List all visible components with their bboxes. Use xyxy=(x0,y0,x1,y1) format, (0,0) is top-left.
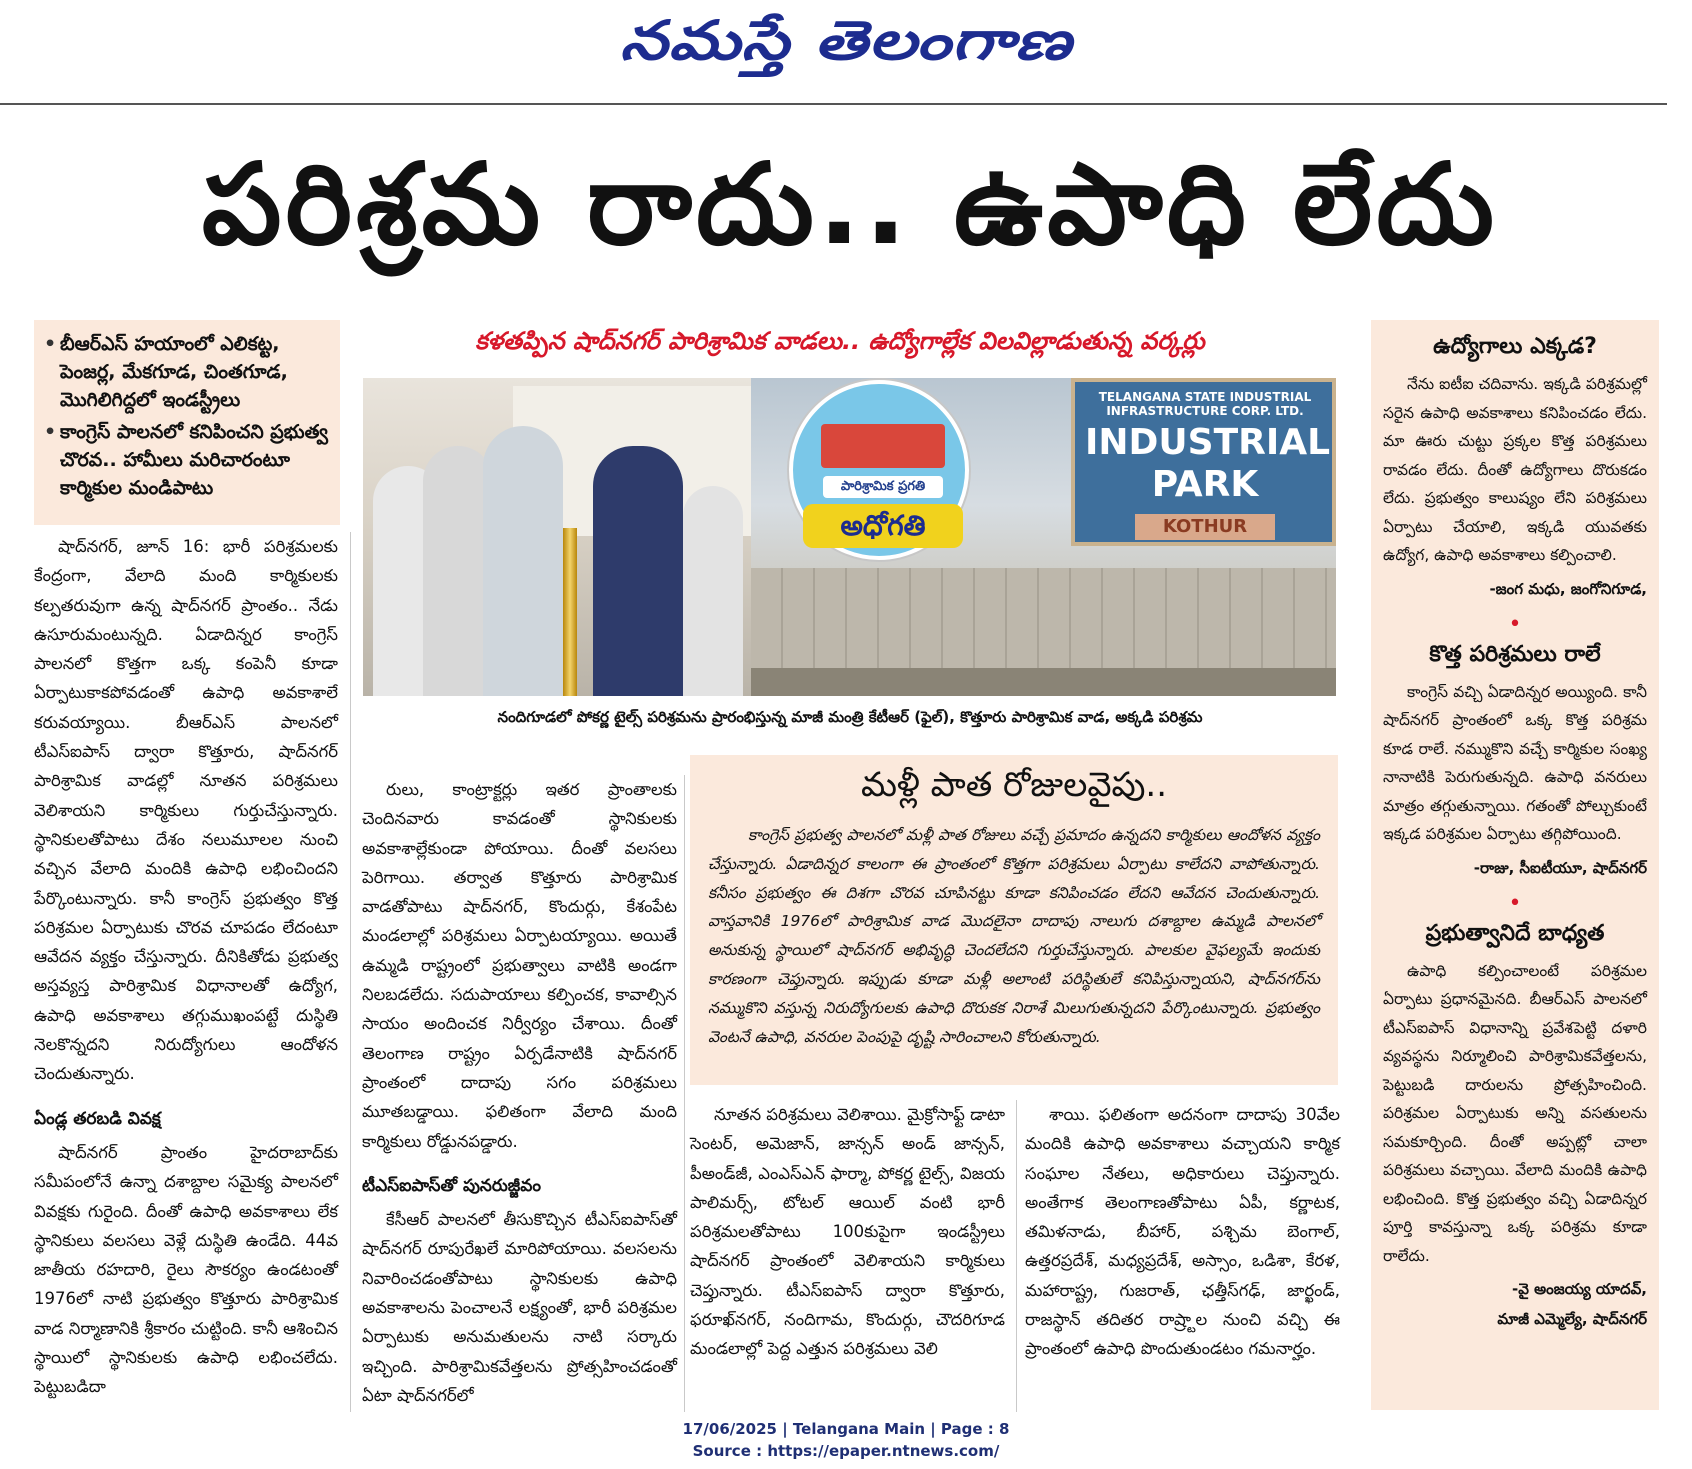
opinion-title: కొత్త పరిశ్రమలు రాలే xyxy=(1429,641,1601,667)
section-heading: ఏండ్ల తరబడి వివక్ష xyxy=(34,1108,161,1129)
highlights-box xyxy=(34,320,340,525)
section-heading: టీఎస్ఐపాస్‌తో పునరుజ్జీవం xyxy=(362,1175,541,1196)
sidebar-box-old-days xyxy=(690,755,1338,1085)
article-column-4 xyxy=(1025,1100,1340,1364)
article-column-3 xyxy=(690,1100,1005,1364)
article-paragraph: నూతన పరిశ్రమలు వెలిశాయి. మైక్రోసాఫ్ట్ డాటా సెంటర్, అమెజాన్, జాన్సన్ అండ్ జాన్సన్, పీఅండ్‌జీ, ఎంఎస్ఎన్ ఫార్మా, పోకర్ణ టైల్స్, విజయ పాలిమర్స్, టోటల్ ఆయిల్ వంటి భారీ పరిశ్రమలతోపాటు 100కుపైగా ఇండస్ట్రీలు షాద్‌నగర్ ప్రాంతంలో వెలిశాయని కార్మికులు చెప్తున్నారు. టీఎస్ఐపాస్ ద్వారా కొత్తూరు, ఫరూఖ్‌నగర్, నందిగామ, కొందుర్గు, చౌదరిగూడ మండలాల్లో పెద్ద ఎత్తున పరిశ్రమలు వెలి xyxy=(690,1105,1005,1359)
highlight-item: • కాంగ్రెస్ పాలనలో కనిపించని ప్రభుత్వ చొరవ.. హామీలు మరిచారంటూ కార్మికుల మండిపాటు xyxy=(44,418,334,502)
footer-source: Source : https://epaper.ntnews.com/ xyxy=(692,1442,1000,1460)
opinion-text: ఉపాధి కల్పించాలంటే పరిశ్రమల ఏర్పాటు ప్రధానమైనది. బీఆర్ఎస్ పాలనలో టీఎస్ఐపాస్ విధానాన్ని ప్రవేశపెట్టి దళారి వ్యవస్థను నిర్మూలించి పారిశ్రామికవేత్తలను, పెట్టుబడి దారులను ప్రోత్సహించింది. పరిశ్రమల ఏర్పాటుకు అన్ని వసతులను సమకూర్చింది. దీంతో అప్పట్లో చాలా పరిశ్రమలు వచ్చాయి. వేలాది మందికి ఉపాధి లభించింది. కొత్త ప్రభుత్వం వచ్చి ఏడాదిన్నర పూర్తి కావస్తున్నా ఒక్క పరిశ్రమ కూడా రాలేదు. xyxy=(1383,961,1647,1265)
opinion-sidebar xyxy=(1371,320,1659,1410)
opinion-text: కాంగ్రెస్ వచ్చి ఏడాదిన్నర అయ్యింది. కానీ షాద్‌నగర్ ప్రాంతంలో ఒక్క కొత్త పరిశ్రమ కూడ రాలే. నమ్ముకొని వచ్చే కార్మికుల సంఖ్య నానాటికి పెరుగుతున్నది. ఉపాధి వనరులు మాత్రం తగ్గుతున్నాయి. గతంతో పోల్చుకుంటే ఇక్కడ పరిశ్రమల ఏర్పాటు తగ్గిపోయింది. xyxy=(1383,682,1647,843)
factory-icon xyxy=(821,424,945,468)
opinion-signature-line2: మాజీ ఎమ్మెల్యే, షాద్‌నగర్ xyxy=(1497,1310,1647,1328)
article-paragraph: కేసీఆర్ పాలనలో తీసుకొచ్చిన టీఎస్ఐపాస్‌తో షాద్‌నగర్ రూపురేఖలే మారిపోయాయి. వలసలను నివారించడంతోపాటు స్థానికులకు ఉపాధి అవకాశాలను పెంచాలనే లక్ష్యంతో, భారీ పరిశ్రమల ఏర్పాటుకు అనుమతులను నాటి సర్కారు ఇచ్చింది. పారిశ్రామికవేత్తలను ప్రోత్సహించడంతో ఏటా షాద్‌నగర్‌లో xyxy=(362,1210,677,1405)
opinion-title: ఉద్యోగాలు ఎక్కడ? xyxy=(1433,334,1597,359)
masthead: నమస్తే తెలంగాణ xyxy=(619,8,1073,72)
box-title: మళ్లీ పాత రోజులవైపు.. xyxy=(860,765,1168,805)
article-column-1 xyxy=(34,532,338,1402)
article-paragraph: రులు, కాంట్రాక్టర్లు ఇతర ప్రాంతాలకు చెందినవారు కావడంతో స్థానికులకు అవకాశాల్లేకుండా పోయాయి. దీంతో వలసలు పెరిగాయి. తర్వాత కొత్తూరు పారిశ్రామిక వాడతోపాటు షాద్‌నగర్, కొందుర్గు, కేశంపేట మండలాల్లో పరిశ్రమలు ఏర్పాటయ్యాయి. అయితే ఉమ్మడి రాష్ట్రంలో ప్రభుత్వాలు వాటికి అండగా నిలబడలేదు. సదుపాయాలు కల్పించక, కావాల్సిన సాయం అందించక నిర్వీర్యం చేశాయి. దీంతో తెలంగాణ రాష్ట్రం ఏర్పడేనాటికి షాద్‌నగర్ ప్రాంతంలో దాదాపు సగం పరిశ్రమలు మూతబడ్డాయి. ఫలితంగా వేలాది మంది కార్మికులు రోడ్డునపడ్డారు. xyxy=(362,780,677,1151)
highlight-item: • బీఆర్ఎస్ హయాంలో ఎలికట్ట, పెంజర్ల, మేకగూడ, చింతగూడ, మొగిలిగిద్దలో ఇండస్ట్రీలు xyxy=(44,330,334,414)
photo-industrial-park xyxy=(751,378,1336,696)
box-text: కాంగ్రెస్ ప్రభుత్వ పాలనలో మళ్లీ పాత రోజులు వచ్చే ప్రమాదం ఉన్నదని కార్మికులు ఆందోళన వ్యక్తం చేస్తున్నారు. ఏడాదిన్నర కాలంగా ఈ ప్రాంతంలో కొత్తగా పరిశ్రమలు ఏర్పాటు కాలేదని వాపోతున్నారు. కనీసం ప్రభుత్వం ఈ దిశగా చొరవ చూపినట్టు కూడా కనిపించడం లేదని ఆవేదన చెందుతున్నారు. వాస్తవానికి 1976లో పారిశ్రామిక వాడ మొదలైనా దాదాపు నాలుగు దశాబ్దాల ఉమ్మడి పాలనలో అనుకున్న స్థాయిలో షాద్‌నగర్ అభివృద్ధి చెందలేదని గుర్తుచేస్తున్నారు. పాలకుల వైఫల్యమే ఇందుకు కారణంగా చెప్తున్నారు. ఇప్పుడు కూడా మళ్లీ అలాంటి పరిస్థితులే కనిపిస్తున్నాయని, షాద్‌నగర్‌ను నమ్ముకొని వస్తున్న నిరుద్యోగులకు ఉపాధి దొరుకక నిరాశే మిలుగుతున్నదని పేర్కొంటున్నారు. ప్రభుత్వం వెంటనే ఉపాధి, వనరుల పెంపుపై దృష్టి సారించాలని కోరుతున్నారు. xyxy=(708,826,1320,1046)
industrial-park-sign: TELANGANA STATE INDUSTRIAL INFRASTRUCTURE CORP. LTD. INDUSTRIAL PARK KOTHUR xyxy=(1071,378,1336,546)
opinion-title: ప్రభుత్వానిదే బాధ్యత xyxy=(1425,920,1605,946)
photo-caption: నందిగూడలో పోకర్ణ టైల్స్ పరిశ్రమను ప్రారంభిస్తున్న మాజీ మంత్రి కేటీఆర్ (ఫైల్), కొత్తూరు పారిశ్రామిక వాడ, అక్కడి పరిశ్రమ xyxy=(497,708,1203,726)
separator-dot-icon: • xyxy=(1508,890,1522,916)
adhogathi-badge: పారిశ్రామిక ప్రగతి అధోగతి xyxy=(789,380,969,560)
opinion-text: నేను ఐటీఐ చదివాను. ఇక్కడి పరిశ్రమల్లో సరైన ఉపాధి అవకాశాలు కనిపించడం లేదు. మా ఊరు చుట్టు ప్రక్కల కొత్త పరిశ్రమలు రావడం లేదు. దీంతో ఉద్యోగాలు దొరుకడం లేదు. ప్రభుత్వం కాలుష్యం లేని పరిశ్రమలు ఏర్పాటు చేయాలి, ఇక్కడి యువతకు ఉద్యోగ, ఉపాధి అవకాశాలు కల్పించాలి. xyxy=(1383,375,1647,564)
column-divider xyxy=(350,532,351,1412)
separator-dot-icon: • xyxy=(1508,611,1522,637)
photo-lamp-lighting xyxy=(363,378,751,696)
opinion-signature: -వై అంజయ్య యాదవ్, xyxy=(1512,1280,1647,1298)
column-divider xyxy=(1016,1100,1017,1412)
footer xyxy=(0,1418,1692,1462)
footer-date-page: 17/06/2025 | Telangana Main | Page : 8 xyxy=(682,1420,1010,1438)
bullet-icon: • xyxy=(44,333,57,355)
bullet-icon: • xyxy=(44,421,57,443)
opinion-signature: -రాజు, సీఐటీయూ, షాద్‌నగర్ xyxy=(1473,858,1647,877)
headline: పరిశ్రమ రాదు.. ఉపాధి లేదు xyxy=(201,140,1499,270)
opinion-signature: -జంగ మధు, జంగోనిగూడ, xyxy=(1489,579,1647,598)
subheadline: కళతప్పిన షాద్‌నగర్ పారిశ్రామిక వాడలు.. ఉద్యోగాల్లేక విలవిల్లాడుతున్న వర్కర్లు xyxy=(475,327,1205,355)
masthead-divider xyxy=(0,103,1667,105)
article-paragraph: షాద్‌నగర్, జూన్ 16: భారీ పరిశ్రమలకు కేంద్రంగా, వేలాది మంది కార్మికులకు కల్పతరువుగా ఉన్న షాద్‌నగర్ ప్రాంతం.. నేడు ఉసూరుమంటున్నది. ఏడాదిన్నర కాంగ్రెస్ పాలనలో కొత్తగా ఒక్క కంపెనీ కూడా ఏర్పాటుకాకపోవడంతో ఉపాధి అవకాశాలే కరువయ్యాయి. బీఆర్ఎస్ పాలనలో టీఎస్ఐపాస్ ద్వారా కొత్తూరు, షాద్‌నగర్ పారిశ్రామిక వాడల్లో నూతన పరిశ్రమలు వెలిశాయని కార్మికులు గుర్తుచేస్తున్నారు. స్థానికులతోపాటు దేశం నలుమూలల నుంచి వచ్చిన వేలాది మందికి ఉపాధి లభించిందని పేర్కొంటున్నారు. కానీ కాంగ్రెస్ ప్రభుత్వం కొత్త పరిశ్రమల ఏర్పాటుకు చొరవ చూపడం లేదంటూ ఆవేదన వ్యక్తం చేస్తున్నారు. దీనికితోడు ప్రభుత్వ అస్తవ్యస్త పారిశ్రామిక విధానాలతో ఉద్యోగ, ఉపాధి అవకాశాలు తగ్గుముఖంపట్టే దుస్థితి నెలకొన్నదని నిరుద్యోగులు ఆందోళన చెందుతున్నారు. xyxy=(34,537,338,1084)
article-paragraph: శాయి. ఫలితంగా అదనంగా దాదాపు 30వేల మందికి ఉపాధి అవకాశాలు వచ్చాయని కార్మిక సంఘాల నేతలు, అధికారులు చెప్తున్నారు. అంతేగాక తెలంగాణతోపాటు ఏపీ, కర్ణాటక, తమిళనాడు, బీహార్, పశ్చిమ బెంగాల్, ఉత్తరప్రదేశ్, మధ్యప్రదేశ్, అస్సాం, ఒడిశా, కేరళ, మహారాష్ట్ర, గుజరాత్, ఛత్తీస్‌గఢ్, జార్ఖండ్, రాజస్థాన్ తదితర రాష్ర్టాల నుంచి వచ్చి ఈ ప్రాంతంలో ఉపాధి పొందుతుండటం గమనార్హం. xyxy=(1025,1105,1340,1359)
article-column-2 xyxy=(362,775,677,1410)
column-divider xyxy=(684,775,685,1412)
article-paragraph: షాద్‌నగర్ ప్రాంతం హైదరాబాద్‌కు సమీపంలోనే ఉన్నా దశాబ్దాల సమైక్య పాలనలో వివక్షకు గురైంది. దీంతో ఉపాధి అవకాశాలు లేక స్థానికులు వలసలు వెళ్లే దుస్థితి ఉండేది. 44వ జాతీయ రహదారి, రైలు సౌకర్యం ఉండటంతో 1976లో నాటి ప్రభుత్వం కొత్తూరు పారిశ్రామిక వాడ నిర్మాణానికి శ్రీకారం చుట్టింది. కానీ ఆశించిన స్థాయిలో స్థానికులకు ఉపాధి లభించలేదు. పెట్టుబడిదా xyxy=(34,1142,338,1397)
